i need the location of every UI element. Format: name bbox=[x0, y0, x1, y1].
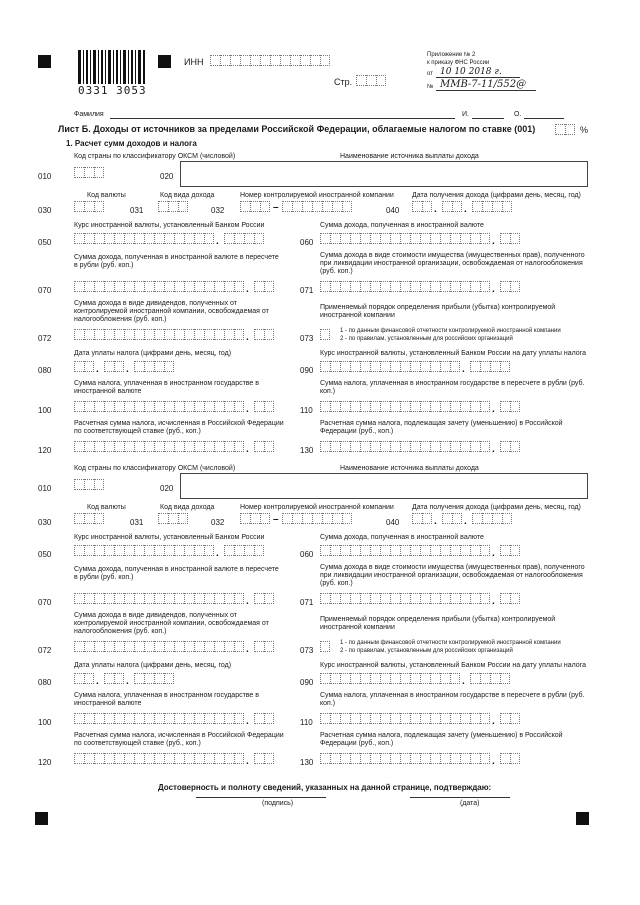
code-080: 080 bbox=[38, 366, 52, 375]
rate-tax-date-frac[interactable] bbox=[470, 673, 510, 684]
profit-order-label: Применяемый порядок определения прибыли (убытка) контролируемой иностранной компании bbox=[320, 304, 556, 319]
income-date-day[interactable] bbox=[412, 513, 432, 524]
order-option-1: 1 - по данным финансовой отчетности контролируемой иностранной компании bbox=[340, 328, 561, 334]
tax-rub-int[interactable] bbox=[320, 401, 490, 412]
credit-tax-int[interactable] bbox=[320, 441, 490, 452]
code-071: 071 bbox=[300, 286, 314, 295]
appendix-from: от bbox=[427, 71, 433, 77]
code-090: 090 bbox=[300, 366, 314, 375]
code-030: 030 bbox=[38, 206, 52, 215]
corner-marker bbox=[35, 812, 48, 825]
country-label: Код страны по классификатору ОКСМ (числовой) bbox=[74, 153, 236, 160]
order-option-1: 1 - по данным финансовой отчетности контролируемой иностранной компании bbox=[340, 640, 561, 646]
rate-tax-date-label: Курс иностранной валюты, установленный Банком России на дату уплаты налога bbox=[320, 662, 586, 669]
code-032: 032 bbox=[211, 518, 225, 527]
property-frac[interactable] bbox=[500, 281, 520, 292]
order-option-2: 2 - по правилам, установленным для российских организаций bbox=[340, 336, 513, 342]
income-rub-int[interactable] bbox=[74, 593, 244, 604]
credit-tax-label: Расчетная сумма налога, подлежащая зачету (уменьшению) в Российской Федерации (руб., коп.) bbox=[320, 420, 563, 435]
tax-date-label: Дата уплаты налога (цифрами день, месяц, год) bbox=[74, 662, 232, 669]
tax-rub-frac[interactable] bbox=[500, 713, 520, 724]
calc-tax-label: Расчетная сумма налога, исчисленная в Российской Федерации по соответствующей ставке (руб., коп.) bbox=[74, 732, 284, 747]
rate-cb-int[interactable] bbox=[74, 233, 214, 244]
dividends-frac[interactable] bbox=[254, 329, 274, 340]
date-line[interactable] bbox=[410, 797, 510, 798]
page-label: Стр. bbox=[334, 77, 353, 87]
country-label: Код страны по классификатору ОКСМ (числовой) bbox=[74, 465, 236, 472]
code-073: 073 bbox=[300, 334, 314, 343]
tax-rub-label: Сумма налога, уплаченная в иностранном государстве в пересчете в рубли (руб. коп.) bbox=[320, 692, 585, 707]
confirmation-text: Достоверность и полноту сведений, указанных на данной странице, подтверждаю: bbox=[158, 783, 492, 792]
credit-tax-frac[interactable] bbox=[500, 753, 520, 764]
income-date-year[interactable] bbox=[472, 513, 512, 524]
profit-order-cell[interactable] bbox=[320, 329, 330, 340]
code-010: 010 bbox=[38, 484, 52, 493]
code-050: 050 bbox=[38, 550, 52, 559]
inn-label: ИНН bbox=[184, 57, 204, 67]
code-110: 110 bbox=[300, 718, 313, 727]
tax-fc-frac[interactable] bbox=[254, 401, 274, 412]
code-020: 020 bbox=[160, 484, 174, 493]
tax-date-day[interactable] bbox=[74, 673, 94, 684]
tax-fc-label: Сумма налога, уплаченная в иностранном государстве в иностранной валюте bbox=[74, 380, 259, 395]
code-072: 072 bbox=[38, 646, 52, 655]
tax-date-month[interactable] bbox=[104, 361, 124, 372]
code-072: 072 bbox=[38, 334, 52, 343]
code-060: 060 bbox=[300, 238, 314, 247]
handwritten-number: ММВ-7-11/552@ bbox=[440, 79, 527, 90]
calc-tax-frac[interactable] bbox=[254, 441, 274, 452]
profit-order-label: Применяемый порядок определения прибыли (убытка) контролируемой иностранной компании bbox=[320, 616, 556, 631]
company-no-cells-b[interactable] bbox=[282, 201, 352, 212]
company-no-label: Номер контролируемой иностранной компании bbox=[240, 192, 394, 199]
calc-tax-frac[interactable] bbox=[254, 753, 274, 764]
order-option-2: 2 - по правилам, установленным для российских организаций bbox=[340, 648, 513, 654]
income-type-cells[interactable] bbox=[158, 513, 188, 524]
company-no-cells-a[interactable] bbox=[240, 513, 270, 524]
code-060: 060 bbox=[300, 550, 314, 559]
currency-label: Код валюты bbox=[87, 504, 126, 511]
income-date-month[interactable] bbox=[442, 513, 462, 524]
code-110: 110 bbox=[300, 406, 313, 415]
dividends-frac[interactable] bbox=[254, 641, 274, 652]
income-date-label: Дата получения дохода (цифрами день, месяц, год) bbox=[412, 504, 581, 511]
tax-fc-int[interactable] bbox=[74, 401, 244, 412]
code-050: 050 bbox=[38, 238, 52, 247]
appendix-no: № bbox=[427, 84, 434, 90]
rate-tax-date-label: Курс иностранной валюты, установленный Банком России на дату уплаты налога bbox=[320, 350, 586, 357]
income-type-label: Код вида дохода bbox=[160, 504, 215, 511]
income-rub-frac[interactable] bbox=[254, 593, 274, 604]
dividends-int[interactable] bbox=[74, 641, 244, 652]
code-130: 130 bbox=[300, 758, 314, 767]
property-label: Сумма дохода в виде стоимости имущества (имущественных прав), полученного при ликвидации иностранной организации, освобождаемая от налогообложения (руб. коп.) bbox=[320, 252, 585, 275]
country-cells[interactable] bbox=[74, 167, 104, 178]
credit-tax-int[interactable] bbox=[320, 753, 490, 764]
currency-cells[interactable] bbox=[74, 201, 104, 212]
income-rub-int[interactable] bbox=[74, 281, 244, 292]
calc-tax-label: Расчетная сумма налога, исчисленная в Российской Федерации по соответствующей ставке (руб., коп.) bbox=[74, 420, 284, 435]
property-frac[interactable] bbox=[500, 593, 520, 604]
inn-cells[interactable] bbox=[210, 55, 330, 66]
tax-fc-int[interactable] bbox=[74, 713, 244, 724]
income-fc-int[interactable] bbox=[320, 545, 490, 556]
handwritten-date: 10 10 2018 г. bbox=[440, 67, 502, 77]
signature-line[interactable] bbox=[196, 797, 326, 798]
income-rub-frac[interactable] bbox=[254, 281, 274, 292]
source-input[interactable] bbox=[180, 473, 588, 499]
initial-o: О. bbox=[514, 111, 522, 118]
income-type-label: Код вида дохода bbox=[160, 192, 215, 199]
tax-date-day[interactable] bbox=[74, 361, 94, 372]
tax-fc-frac[interactable] bbox=[254, 713, 274, 724]
tax-date-month[interactable] bbox=[104, 673, 124, 684]
section-title: 1. Расчет сумм доходов и налога bbox=[66, 139, 197, 148]
currency-label: Код валюты bbox=[87, 192, 126, 199]
code-031: 031 bbox=[130, 518, 144, 527]
rate-tax-date-int[interactable] bbox=[320, 673, 460, 684]
code-100: 100 bbox=[38, 718, 52, 727]
code-040: 040 bbox=[386, 518, 400, 527]
rate-tax-date-frac[interactable] bbox=[470, 361, 510, 372]
signature-caption: (подпись) bbox=[262, 800, 294, 807]
source-label: Наименование источника выплаты дохода bbox=[340, 465, 479, 472]
code-080: 080 bbox=[38, 678, 52, 687]
code-010: 010 bbox=[38, 172, 52, 181]
code-120: 120 bbox=[38, 446, 52, 455]
corner-marker bbox=[38, 55, 51, 68]
corner-marker bbox=[158, 55, 171, 68]
code-090: 090 bbox=[300, 678, 314, 687]
appendix-line-1: Приложение № 2 bbox=[427, 52, 476, 58]
income-fc-frac[interactable] bbox=[500, 545, 520, 556]
income-fc-frac[interactable] bbox=[500, 233, 520, 244]
code-070: 070 bbox=[38, 286, 52, 295]
country-cells[interactable] bbox=[74, 479, 104, 490]
dividends-int[interactable] bbox=[74, 329, 244, 340]
income-date-day[interactable] bbox=[412, 201, 432, 212]
date-caption: (дата) bbox=[460, 800, 480, 807]
currency-cells[interactable] bbox=[74, 513, 104, 524]
appendix-line-2: к приказу ФНС России bbox=[427, 60, 490, 66]
code-020: 020 bbox=[160, 172, 174, 181]
profit-order-cell[interactable] bbox=[320, 641, 330, 652]
rate-cb-label: Курс иностранной валюты, установленный Банком России bbox=[74, 222, 265, 229]
calc-tax-int[interactable] bbox=[74, 753, 244, 764]
dividends-label: Сумма дохода в виде дивидендов, полученных от контролируемой иностранной компании, освобождаемая от налогообложения (руб. коп.) bbox=[74, 612, 269, 635]
property-int[interactable] bbox=[320, 281, 490, 292]
rate-cells[interactable] bbox=[555, 124, 575, 135]
code-100: 100 bbox=[38, 406, 52, 415]
tax-fc-label: Сумма налога, уплаченная в иностранном государстве в иностранной валюте bbox=[74, 692, 259, 707]
income-date-label: Дата получения дохода (цифрами день, месяц, год) bbox=[412, 192, 581, 199]
credit-tax-frac[interactable] bbox=[500, 441, 520, 452]
income-date-year[interactable] bbox=[472, 201, 512, 212]
code-073: 073 bbox=[300, 646, 314, 655]
tax-rub-frac[interactable] bbox=[500, 401, 520, 412]
barcode bbox=[78, 50, 148, 96]
tax-rub-label: Сумма налога, уплаченная в иностранном государстве в пересчете в рубли (руб. коп.) bbox=[320, 380, 585, 395]
barcode-number: 0331 3053 bbox=[78, 84, 147, 97]
tax-date-year[interactable] bbox=[134, 361, 174, 372]
rate-cb-label: Курс иностранной валюты, установленный Банком России bbox=[74, 534, 265, 541]
dividends-label: Сумма дохода в виде дивидендов, полученных от контролируемой иностранной компании, освобождаемая от налогообложения (руб. коп.) bbox=[74, 300, 269, 323]
company-no-cells-a[interactable] bbox=[240, 201, 270, 212]
tax-date-year[interactable] bbox=[134, 673, 174, 684]
tax-date-label: Дата уплаты налога (цифрами день, месяц, год) bbox=[74, 350, 232, 357]
surname-label: Фамилия bbox=[74, 111, 104, 118]
income-type-cells[interactable] bbox=[158, 201, 188, 212]
code-130: 130 bbox=[300, 446, 314, 455]
sheet-title: Лист Б. Доходы от источников за пределами Российской Федерации, облагаемые налогом по ставке (001) bbox=[58, 124, 536, 134]
code-040: 040 bbox=[386, 206, 400, 215]
initial-i: И. bbox=[462, 111, 469, 118]
tax-rub-int[interactable] bbox=[320, 713, 490, 724]
income-fc-label: Сумма дохода, полученная в иностранной валюте bbox=[320, 222, 484, 229]
property-label: Сумма дохода в виде стоимости имущества (имущественных прав), полученного при ликвидации иностранной организации, освобождаемая от налогообложения (руб. коп.) bbox=[320, 564, 585, 587]
rate-cb-frac[interactable] bbox=[224, 233, 264, 244]
income-rub-label: Сумма дохода, полученная в иностранной валюте в пересчете в рубли (руб. коп.) bbox=[74, 254, 279, 269]
credit-tax-label: Расчетная сумма налога, подлежащая зачету (уменьшению) в Российской Федерации (руб., коп.) bbox=[320, 732, 563, 747]
income-fc-label: Сумма дохода, полученная в иностранной валюте bbox=[320, 534, 484, 541]
code-071: 071 bbox=[300, 598, 314, 607]
source-label: Наименование источника выплаты дохода bbox=[340, 153, 479, 160]
corner-marker bbox=[576, 812, 589, 825]
income-date-month[interactable] bbox=[442, 201, 462, 212]
source-input[interactable] bbox=[180, 161, 588, 187]
calc-tax-int[interactable] bbox=[74, 441, 244, 452]
company-no-label: Номер контролируемой иностранной компании bbox=[240, 504, 394, 511]
rate-tax-date-int[interactable] bbox=[320, 361, 460, 372]
rate-cb-int[interactable] bbox=[74, 545, 214, 556]
property-int[interactable] bbox=[320, 593, 490, 604]
code-120: 120 bbox=[38, 758, 52, 767]
code-031: 031 bbox=[130, 206, 144, 215]
rate-cb-frac[interactable] bbox=[224, 545, 264, 556]
code-030: 030 bbox=[38, 518, 52, 527]
income-fc-int[interactable] bbox=[320, 233, 490, 244]
percent-sign: % bbox=[580, 125, 589, 135]
income-rub-label: Сумма дохода, полученная в иностранной валюте в пересчете в рубли (руб. коп.) bbox=[74, 566, 279, 581]
code-070: 070 bbox=[38, 598, 52, 607]
company-no-cells-b[interactable] bbox=[282, 513, 352, 524]
code-032: 032 bbox=[211, 206, 225, 215]
page-cells[interactable] bbox=[356, 75, 386, 86]
